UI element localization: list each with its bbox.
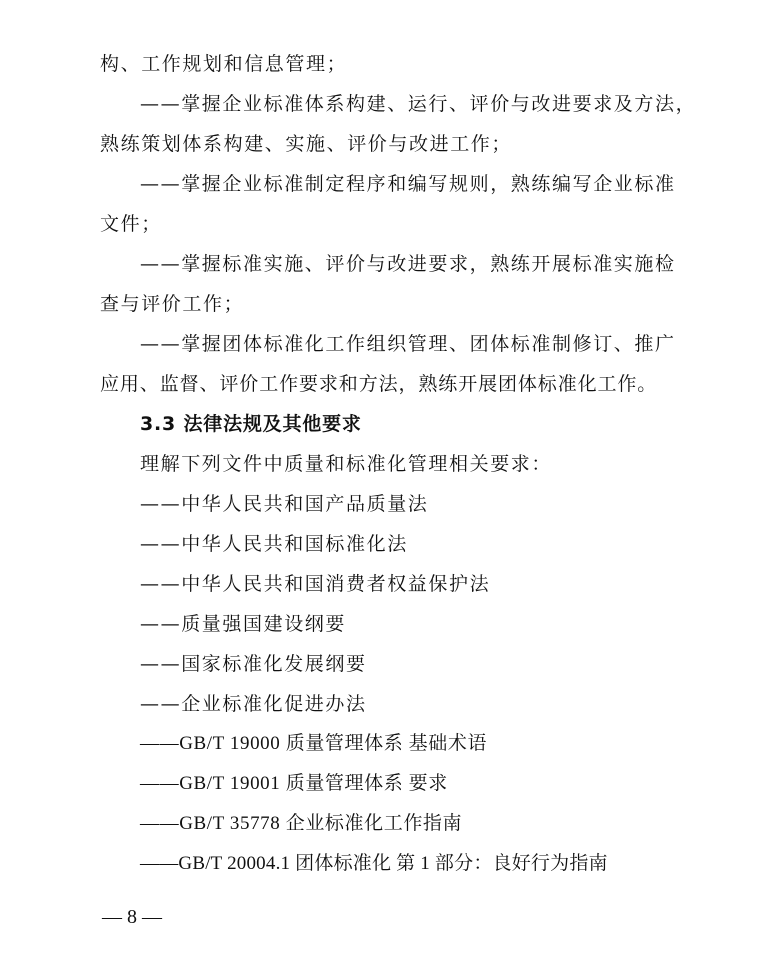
list-item-text: ——中华人民共和国消费者权益保护法 — [140, 573, 491, 595]
body-line-text: ——掌握标准实施、评价与改进要求，熟练开展标准实施检 — [140, 253, 676, 275]
body-line-text: ——掌握企业标准体系构建、运行、评价与改进要求及方法， — [140, 93, 697, 115]
list-item-text: ——GB/T 35778 企业标准化工作指南 — [140, 813, 463, 834]
list-item-text: ——GB/T 19000 质量管理体系 基础术语 — [140, 733, 488, 754]
body-line-text: 查与评价工作； — [100, 293, 245, 315]
list-item-text: ——企业标准化促进办法 — [140, 693, 367, 715]
body-line-text: ——掌握企业标准制定程序和编写规则，熟练编写企业标准 — [140, 173, 676, 195]
page-number: — 8 — — [102, 906, 162, 928]
list-item-text: ——国家标准化发展纲要 — [140, 653, 367, 675]
body-line-text: 构、工作规划和信息管理； — [100, 53, 348, 75]
list-item-text: ——中华人民共和国标准化法 — [140, 533, 408, 555]
list-item-text: ——GB/T 19001 质量管理体系 要求 — [140, 773, 448, 794]
intro-text: 理解下列文件中质量和标准化管理相关要求： — [140, 453, 553, 475]
body-line-text: 应用、监督、评价工作要求和方法，熟练开展团体标准化工作。 — [100, 373, 658, 395]
body-line-text: 熟练策划体系构建、实施、评价与改进工作； — [100, 133, 513, 155]
list-item-text: ——质量强国建设纲要 — [140, 613, 347, 635]
list-item-text: ——GB/T 20004.1 团体标准化 第 1 部分：良好行为指南 — [140, 853, 608, 874]
list-item-text: ——中华人民共和国产品质量法 — [140, 493, 429, 515]
section-heading-text: 3.3 法律法规及其他要求 — [140, 413, 362, 435]
body-line-text: 文件； — [100, 213, 162, 235]
body-line-text: ——掌握团体标准化工作组织管理、团体标准制修订、推广 — [140, 333, 676, 355]
